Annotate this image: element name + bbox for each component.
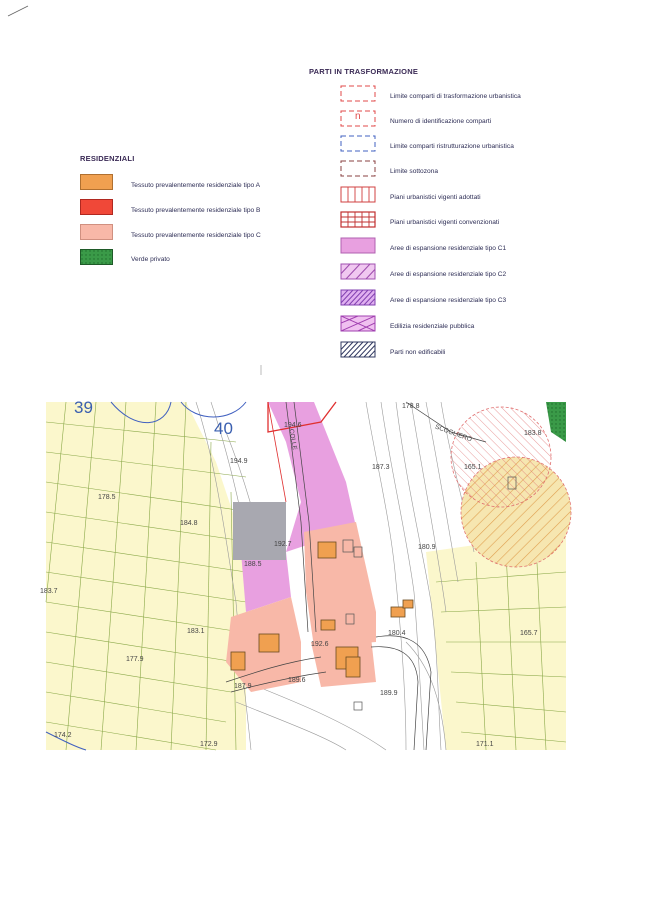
legend-right-title: PARTI IN TRASFORMAZIONE xyxy=(309,67,419,76)
map-drawing xyxy=(46,402,566,750)
elevation-label: 178.8 xyxy=(402,403,420,410)
swatch-tessuto-b xyxy=(80,199,113,215)
legend-left-title: RESIDENZIALI xyxy=(80,154,135,163)
swatch-tessuto-c xyxy=(80,224,113,240)
scan-mark xyxy=(258,364,264,376)
swatch-red-grid xyxy=(340,211,376,228)
swatch-blue-hatch xyxy=(340,341,376,358)
elevation-label: 194.6 xyxy=(284,422,302,429)
elevation-label: 189.6 xyxy=(288,677,306,684)
swatch-blue-dashed-box xyxy=(340,135,376,152)
elevation-label: 177.9 xyxy=(126,656,144,663)
legend-right-item-4: Piani urbanistici vigenti adottati xyxy=(390,194,481,201)
legend-right-item-8: Aree di espansione residenziale tipo C3 xyxy=(390,297,507,304)
label-colle: COLLE xyxy=(287,428,298,451)
legend-right-item-2: Limite comparti ristrutturazione urbanistica xyxy=(390,143,514,150)
legend-right-item-3: Limite sottozona xyxy=(390,168,439,175)
legend-left-item-1: Tessuto prevalentemente residenziale tipo B xyxy=(131,207,261,214)
elevation-label: 183.1 xyxy=(187,628,205,635)
elevation-label: 171.1 xyxy=(476,741,494,748)
map-excerpt xyxy=(40,398,566,750)
legend-right-item-0: Limite comparti di trasformazione urbanistica xyxy=(390,93,521,100)
elevation-label: 172.9 xyxy=(200,741,218,748)
label-scogliero: SCOGLIERO xyxy=(433,423,473,444)
elevation-label: 194.9 xyxy=(230,458,248,465)
swatch-magenta-dense-hatch xyxy=(340,289,376,306)
elevation-label: 174.2 xyxy=(54,732,72,739)
legend-left-item-2: Tessuto prevalentemente residenziale tipo C xyxy=(131,232,261,239)
elevation-label: 183.7 xyxy=(40,588,58,595)
legend-right-item-9: Edilizia residenziale pubblica xyxy=(390,323,475,330)
elevation-label: 192.7 xyxy=(274,541,292,548)
elevation-label: 180.9 xyxy=(418,544,436,551)
elevation-label: 180.4 xyxy=(388,630,406,637)
legend-right-item-10: Parti non edificabili xyxy=(390,349,446,356)
swatch-dark-dashed-box xyxy=(340,160,376,177)
elevation-label: 189.9 xyxy=(380,690,398,697)
elevation-label: 165.7 xyxy=(520,630,538,637)
legend-right-item-1: Numero di identificazione comparti xyxy=(390,118,492,125)
elevation-label: 187.9 xyxy=(234,683,252,690)
elevation-label: 192.6 xyxy=(311,641,329,648)
legend-right-item-7: Aree di espansione residenziale tipo C2 xyxy=(390,271,507,278)
swatch-magenta-hatch xyxy=(340,263,376,280)
legend-right-item-6: Aree di espansione residenziale tipo C1 xyxy=(390,245,507,252)
elevation-label: 184.8 xyxy=(180,520,198,527)
elevation-label: 178.5 xyxy=(98,494,116,501)
legend-right-item-5: Piani urbanistici vigenti convenzionati xyxy=(390,219,500,226)
swatch-tessuto-a xyxy=(80,174,113,190)
swatch-magenta-cross-hatch xyxy=(340,315,376,332)
legend-left-item-3: Verde privato xyxy=(131,256,170,263)
elevation-label: 187.3 xyxy=(372,464,390,471)
swatch-red-vertical-lines xyxy=(340,186,376,203)
legend-left-item-0: Tessuto prevalentemente residenziale tipo A xyxy=(131,182,261,189)
pen-mark xyxy=(6,4,30,18)
elevation-label: 183.8 xyxy=(524,430,542,437)
swatch-red-dashed-box-n xyxy=(340,110,376,127)
elevation-label: 165.1 xyxy=(464,464,482,471)
swatch-magenta-solid xyxy=(340,237,376,254)
swatch-red-dashed-box xyxy=(340,85,376,102)
sheet-number-39: 39 xyxy=(74,398,93,417)
swatch-verde-privato xyxy=(80,249,113,265)
identifier-letter: n xyxy=(355,111,361,122)
elevation-label: 188.5 xyxy=(244,561,262,568)
sheet-number-40: 40 xyxy=(214,419,233,438)
